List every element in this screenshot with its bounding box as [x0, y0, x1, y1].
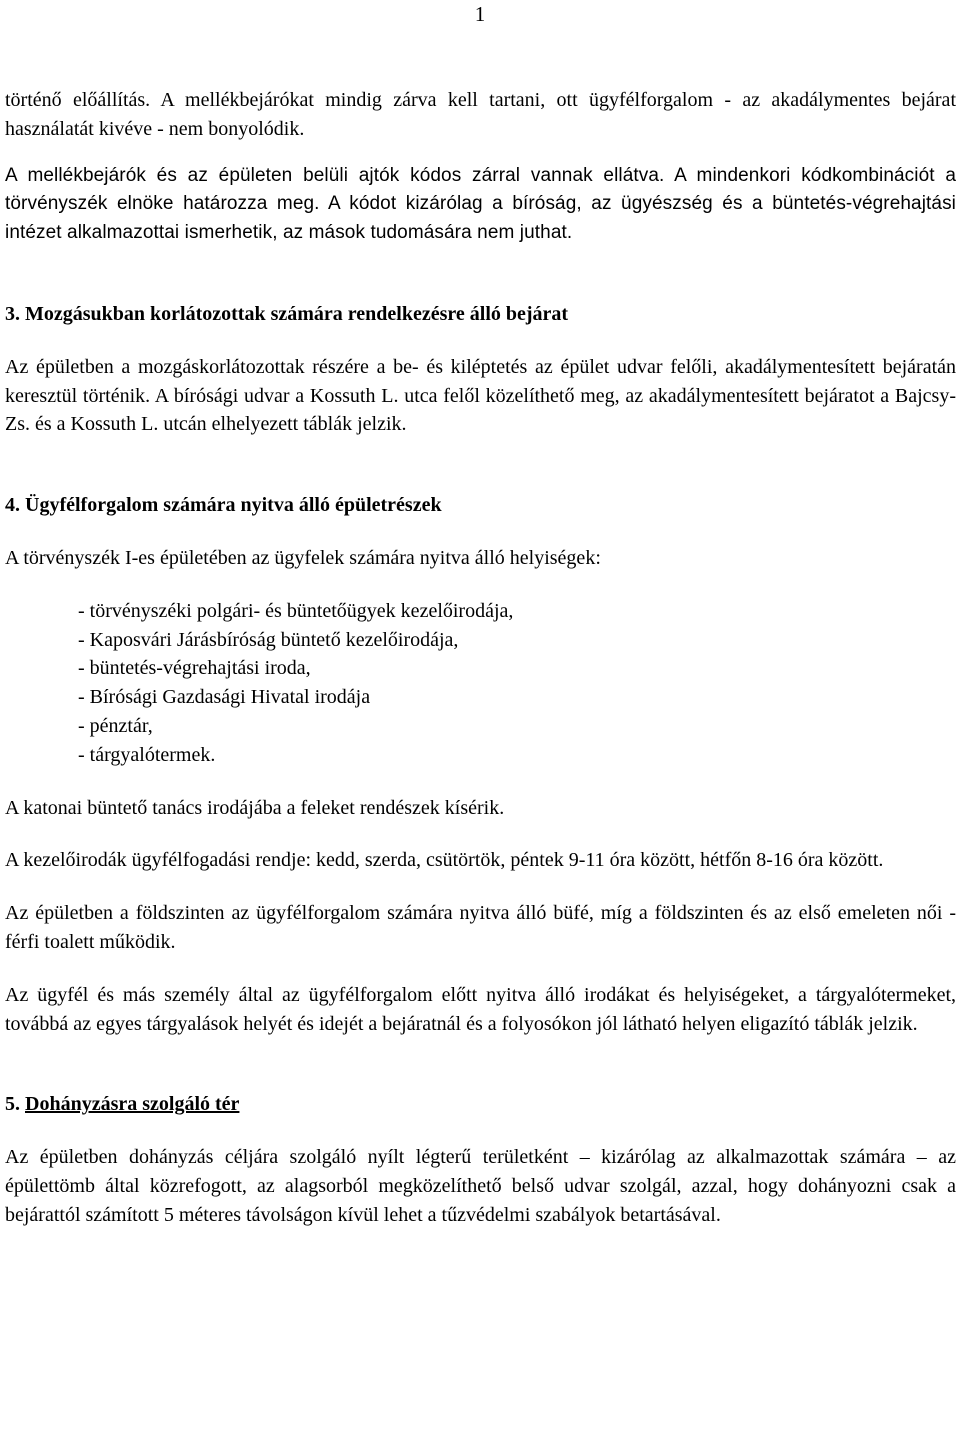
list-item: - törvényszéki polgári- és büntetőügyek kezelőirodája,: [78, 599, 514, 622]
list-item: - pénztár,: [78, 714, 153, 737]
list-item: - Bírósági Gazdasági Hivatal irodája: [78, 686, 371, 709]
document-body: [5, 86, 956, 1230]
list-item: - Kaposvári Járásbíróság büntető kezelőirodája,: [78, 628, 459, 651]
section-3-heading: [5, 300, 956, 329]
section-4-paragraph-1: A katonai büntető tanács irodájába a feleket rendészek kísérik.: [5, 796, 505, 819]
intro-paragraph-1: történő előállítás. A mellékbejárókat mindig zárva kell tartani, ott ügyfélforgalom - az akadálymentes bejárat használatát kivéve - nem bonyolódik.: [5, 89, 956, 140]
room-list: [5, 597, 956, 770]
section-3-title: Mozgásukban korlátozottak számára rendelkezésre álló bejárat: [25, 302, 569, 325]
section-4-heading: [5, 491, 956, 520]
section-4-title: Ügyfélforgalom számára nyitva álló épületrészek: [25, 494, 442, 517]
list-item: - büntetés-végrehajtási iroda,: [78, 657, 311, 680]
page-number: 1: [474, 2, 486, 26]
section-4-number: 4.: [5, 494, 20, 517]
section-3-paragraph: Az épületben a mozgáskorlátozottak részére a be- és kiléptetés az épület udvar felőli, akadálymentesített bejáratán keresztül történik. A bírósági udvar a Kossuth L. utca felől közelíthető meg, az akadálymentesített bejáratot a Bajcsy-Zs. és a Kossuth L. utcán elhelyezett táblák jelzik.: [5, 355, 956, 436]
section-4-paragraph-3: Az épületben a földszinten az ügyfélforgalom számára nyitva álló büfé, míg a földszinten és az első emeleten női - férfi toalett működik.: [5, 902, 956, 953]
section-3-number: 3.: [5, 302, 20, 325]
section-5-paragraph: Az épületben dohányzás céljára szolgáló nyílt légterű területként – kizárólag az alkalmazottak számára – az épülettömb által közrefogott, az alagsorból megközelíthető belső udvar szolgál, azzal, hogy dohányozni csak a bejárattól számított 5 méteres távolságon kívül lehet a tűzvédelmi szabályok betartásával.: [5, 1146, 956, 1226]
section-4-paragraph-2: A kezelőirodák ügyfélfogadási rendje: kedd, szerda, csütörtök, péntek 9-11 óra között, hétfőn 8-16 óra között.: [5, 849, 884, 872]
section-5-heading: [5, 1090, 956, 1119]
intro-paragraph-2: A mellékbejárók és az épületen belüli ajtók kódos zárral vannak ellátva. A mindenkori kódkombinációt a törvényszék elnöke határozza meg. A kódot kizárólag a bíróság, az ügyészség és a büntetés-végrehajtási intézet alkalmazottai ismerhetik, az mások tudomására nem juthat.: [5, 164, 956, 244]
section-5-title: Dohányzásra szolgáló tér: [25, 1093, 240, 1116]
section-4-paragraph-4: Az ügyfél és más személy által az ügyfélforgalom előtt nyitva álló irodákat és helyiségeket, a tárgyalótermeket, továbbá az egyes tárgyalások helyét és idejét a bejáratnál és a folyosókon jól látható helyen eligazító táblák jelzik.: [5, 983, 956, 1035]
section-5-number: 5.: [5, 1093, 20, 1116]
section-4-intro: A törvényszék I-es épületében az ügyfelek számára nyitva álló helyiségek:: [5, 546, 601, 569]
list-item: - tárgyalótermek.: [78, 743, 216, 766]
